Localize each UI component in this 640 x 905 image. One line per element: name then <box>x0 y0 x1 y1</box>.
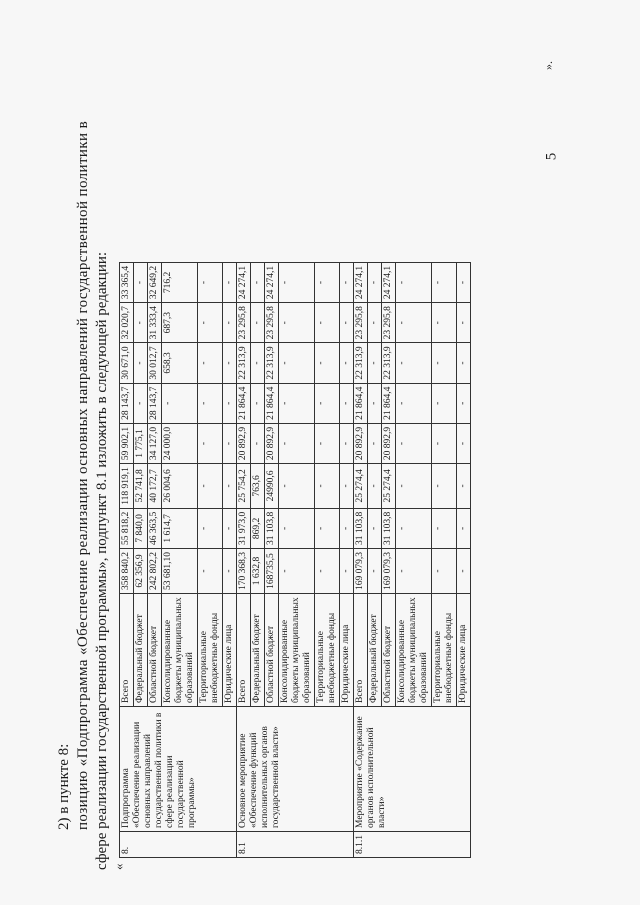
amount-cell: 21 864,4 <box>265 383 279 423</box>
amount-cell: 869,2 <box>251 508 265 548</box>
amount-cell: 31 103,8 <box>265 508 279 548</box>
amount-cell: 52 741,8 <box>134 464 148 509</box>
amount-cell: - <box>368 423 382 463</box>
amount-cell: 168735,5 <box>265 549 279 594</box>
amount-cell: - <box>396 262 432 302</box>
amount-cell: 24 274,1 <box>382 262 396 302</box>
amount-cell: 25 274,4 <box>382 464 396 509</box>
amount-cell: 21 864,4 <box>382 383 396 423</box>
table-row <box>354 262 368 857</box>
amount-cell: 687,3 <box>162 303 198 343</box>
amount-cell: 23 295,8 <box>265 303 279 343</box>
amount-cell: - <box>198 343 223 383</box>
amount-cell: - <box>396 549 432 594</box>
amount-cell: 30 671,0 <box>120 343 134 383</box>
intro-line-1: 2) в пункте 8: <box>56 743 72 830</box>
amount-cell: - <box>368 343 382 383</box>
amount-cell: - <box>368 549 382 594</box>
amount-cell: - <box>251 303 265 343</box>
funding-source: Всего <box>237 594 251 707</box>
amount-cell: - <box>315 464 340 509</box>
amount-cell: 22 313,9 <box>382 343 396 383</box>
amount-cell: - <box>457 383 471 423</box>
amount-cell: - <box>223 343 237 383</box>
funding-source: Областной бюджет <box>265 594 279 707</box>
amount-cell: 22 313,9 <box>354 343 368 383</box>
amount-cell: - <box>340 464 354 509</box>
amount-cell: - <box>315 303 340 343</box>
amount-cell: - <box>432 303 457 343</box>
amount-cell: - <box>198 423 223 463</box>
amount-cell: 40 172,7 <box>148 464 162 509</box>
funding-source: Юридические лица <box>223 594 237 707</box>
close-quote: ». <box>541 61 555 70</box>
amount-cell: 242 802,2 <box>148 549 162 594</box>
amount-cell: - <box>432 423 457 463</box>
amount-cell: 33 365,4 <box>120 262 134 302</box>
amount-cell: - <box>223 303 237 343</box>
amount-cell: 25 754,2 <box>237 464 251 509</box>
amount-cell: 716,2 <box>162 262 198 302</box>
amount-cell: 32 020,7 <box>120 303 134 343</box>
amount-cell: 1 632,8 <box>251 549 265 594</box>
amount-cell: - <box>134 383 148 423</box>
funding-source: Консолидированные бюджеты муниципальных образований <box>162 594 198 707</box>
amount-cell: 24990,6 <box>265 464 279 509</box>
amount-cell: - <box>223 423 237 463</box>
funding-source: Федеральный бюджет <box>251 594 265 707</box>
funding-source: Всего <box>120 594 134 707</box>
amount-cell: 30 012,7 <box>148 343 162 383</box>
amount-cell: - <box>396 303 432 343</box>
funding-source: Юридические лица <box>340 594 354 707</box>
amount-cell: - <box>368 464 382 509</box>
amount-cell: - <box>134 303 148 343</box>
amount-cell: 26 004,6 <box>162 464 198 509</box>
amount-cell: 170 368,3 <box>237 549 251 594</box>
open-quote: « <box>111 863 126 870</box>
amount-cell: - <box>223 549 237 594</box>
amount-cell: 24 274,1 <box>265 262 279 302</box>
amount-cell: - <box>315 508 340 548</box>
amount-cell: - <box>457 303 471 343</box>
amount-cell: - <box>162 383 198 423</box>
amount-cell: - <box>251 383 265 423</box>
amount-cell: - <box>279 423 315 463</box>
amount-cell: - <box>340 303 354 343</box>
amount-cell: 118 919,1 <box>120 464 134 509</box>
amount-cell: 658,3 <box>162 343 198 383</box>
amount-cell: - <box>432 262 457 302</box>
item-number: 8.1.1 <box>354 832 471 858</box>
funding-source: Консолидированные бюджеты муниципальных образований <box>396 594 432 707</box>
amount-cell: - <box>279 303 315 343</box>
amount-cell: - <box>432 508 457 548</box>
amount-cell: 7 840,0 <box>134 508 148 548</box>
amount-cell: 24 274,1 <box>354 262 368 302</box>
amount-cell: - <box>368 303 382 343</box>
amount-cell: - <box>340 549 354 594</box>
amount-cell: - <box>198 464 223 509</box>
amount-cell: - <box>134 262 148 302</box>
funding-source: Территориальные внебюджетные фонды <box>315 594 340 707</box>
amount-cell: - <box>432 383 457 423</box>
amount-cell: 59 902,1 <box>120 423 134 463</box>
amount-cell: 169 079,3 <box>354 549 368 594</box>
amount-cell: 24 274,1 <box>237 262 251 302</box>
amount-cell: 28 143,7 <box>120 383 134 423</box>
amount-cell: - <box>340 423 354 463</box>
funding-source: Областной бюджет <box>148 594 162 707</box>
amount-cell: - <box>396 464 432 509</box>
intro-text <box>55 40 112 870</box>
item-number: 8.1 <box>237 832 354 858</box>
item-name: Подпрограмма «Обеспечение реализации основных направлений государственной политики в сфере реализации государственной программы» <box>120 707 237 832</box>
amount-cell: - <box>198 383 223 423</box>
amount-cell: 28 143,7 <box>148 383 162 423</box>
intro-line-2: позицию «Подпрограмма «Обеспечение реализации основных направлений государственной политики в <box>75 120 91 830</box>
amount-cell: 62 356,9 <box>134 549 148 594</box>
table-row <box>237 262 251 857</box>
amount-cell: - <box>198 508 223 548</box>
amount-cell: 32 649,2 <box>148 262 162 302</box>
amount-cell: 21 864,4 <box>237 383 251 423</box>
funding-source: Федеральный бюджет <box>134 594 148 707</box>
amount-cell: - <box>223 383 237 423</box>
amount-cell: - <box>432 549 457 594</box>
amount-cell: - <box>368 383 382 423</box>
rotated-content <box>55 40 575 870</box>
amount-cell: - <box>315 549 340 594</box>
amount-cell: - <box>223 508 237 548</box>
amount-cell: 20 892,9 <box>237 423 251 463</box>
amount-cell: - <box>340 383 354 423</box>
amount-cell: - <box>315 262 340 302</box>
amount-cell: - <box>457 508 471 548</box>
amount-cell: - <box>279 262 315 302</box>
amount-cell: 25 274,4 <box>354 464 368 509</box>
amount-cell: 31 973,0 <box>237 508 251 548</box>
funding-source: Федеральный бюджет <box>368 594 382 707</box>
amount-cell: - <box>457 549 471 594</box>
funding-source: Территориальные внебюджетные фонды <box>198 594 223 707</box>
amount-cell: - <box>457 343 471 383</box>
amount-cell: - <box>432 343 457 383</box>
amount-cell: - <box>251 343 265 383</box>
amount-cell: - <box>457 464 471 509</box>
amount-cell: 24 000,0 <box>162 423 198 463</box>
amount-cell: - <box>198 303 223 343</box>
amount-cell: - <box>198 549 223 594</box>
amount-cell: - <box>340 508 354 548</box>
amount-cell: 358 840,2 <box>120 549 134 594</box>
amount-cell: - <box>340 343 354 383</box>
amount-cell: 31 103,8 <box>382 508 396 548</box>
amount-cell: 20 892,9 <box>265 423 279 463</box>
amount-cell: 23 295,8 <box>237 303 251 343</box>
amount-cell: - <box>315 383 340 423</box>
amount-cell: 23 295,8 <box>354 303 368 343</box>
amount-cell: - <box>315 343 340 383</box>
amount-cell: - <box>279 464 315 509</box>
funding-source: Областной бюджет <box>382 594 396 707</box>
amount-cell: - <box>368 262 382 302</box>
amount-cell: 763,6 <box>251 464 265 509</box>
amount-cell: 169 079,3 <box>382 549 396 594</box>
amount-cell: 53 681,10 <box>162 549 198 594</box>
item-name: Мероприятие «Содержание органов исполнительной власти» <box>354 707 471 832</box>
amount-cell: - <box>223 464 237 509</box>
funding-source: Территориальные внебюджетные фонды <box>432 594 457 707</box>
amount-cell: 21 864,4 <box>354 383 368 423</box>
amount-cell: 55 818,2 <box>120 508 134 548</box>
amount-cell: - <box>315 423 340 463</box>
item-name: Основное мероприятие «Обеспечение функций исполнительных органов государственной власти» <box>237 707 354 832</box>
amount-cell: - <box>396 383 432 423</box>
amount-cell: - <box>368 508 382 548</box>
amount-cell: 34 127,0 <box>148 423 162 463</box>
amount-cell: 31 333,4 <box>148 303 162 343</box>
amount-cell: - <box>134 343 148 383</box>
amount-cell: - <box>457 423 471 463</box>
amount-cell: - <box>279 549 315 594</box>
funding-source: Юридические лица <box>457 594 471 707</box>
page-number: 5 <box>543 152 560 161</box>
amount-cell: 22 313,9 <box>237 343 251 383</box>
amount-cell: 20 892,9 <box>382 423 396 463</box>
amount-cell: 20 892,9 <box>354 423 368 463</box>
amount-cell: - <box>198 262 223 302</box>
amount-cell: - <box>251 423 265 463</box>
amount-cell: - <box>396 343 432 383</box>
amount-cell: 1 775,1 <box>134 423 148 463</box>
amount-cell: - <box>432 464 457 509</box>
funding-source: Консолидированные бюджеты муниципальных образований <box>279 594 315 707</box>
amount-cell: - <box>279 508 315 548</box>
amount-cell: - <box>396 508 432 548</box>
intro-line-3: сфере реализации государственной программы», подпункт 8.1 изложить в следующей редакции: <box>94 251 110 870</box>
amount-cell: - <box>223 262 237 302</box>
funding-source: Всего <box>354 594 368 707</box>
amount-cell: - <box>279 383 315 423</box>
amount-cell: - <box>340 262 354 302</box>
amount-cell: - <box>251 262 265 302</box>
amount-cell: 1 614,7 <box>162 508 198 548</box>
amount-cell: - <box>396 423 432 463</box>
table-row <box>120 262 134 857</box>
amount-cell: - <box>457 262 471 302</box>
amount-cell: 22 313,9 <box>265 343 279 383</box>
item-number: 8. <box>120 832 237 858</box>
amount-cell: 31 103,8 <box>354 508 368 548</box>
amount-cell: - <box>279 343 315 383</box>
amount-cell: 23 295,8 <box>382 303 396 343</box>
budget-table <box>119 262 471 858</box>
amount-cell: 46 363,5 <box>148 508 162 548</box>
